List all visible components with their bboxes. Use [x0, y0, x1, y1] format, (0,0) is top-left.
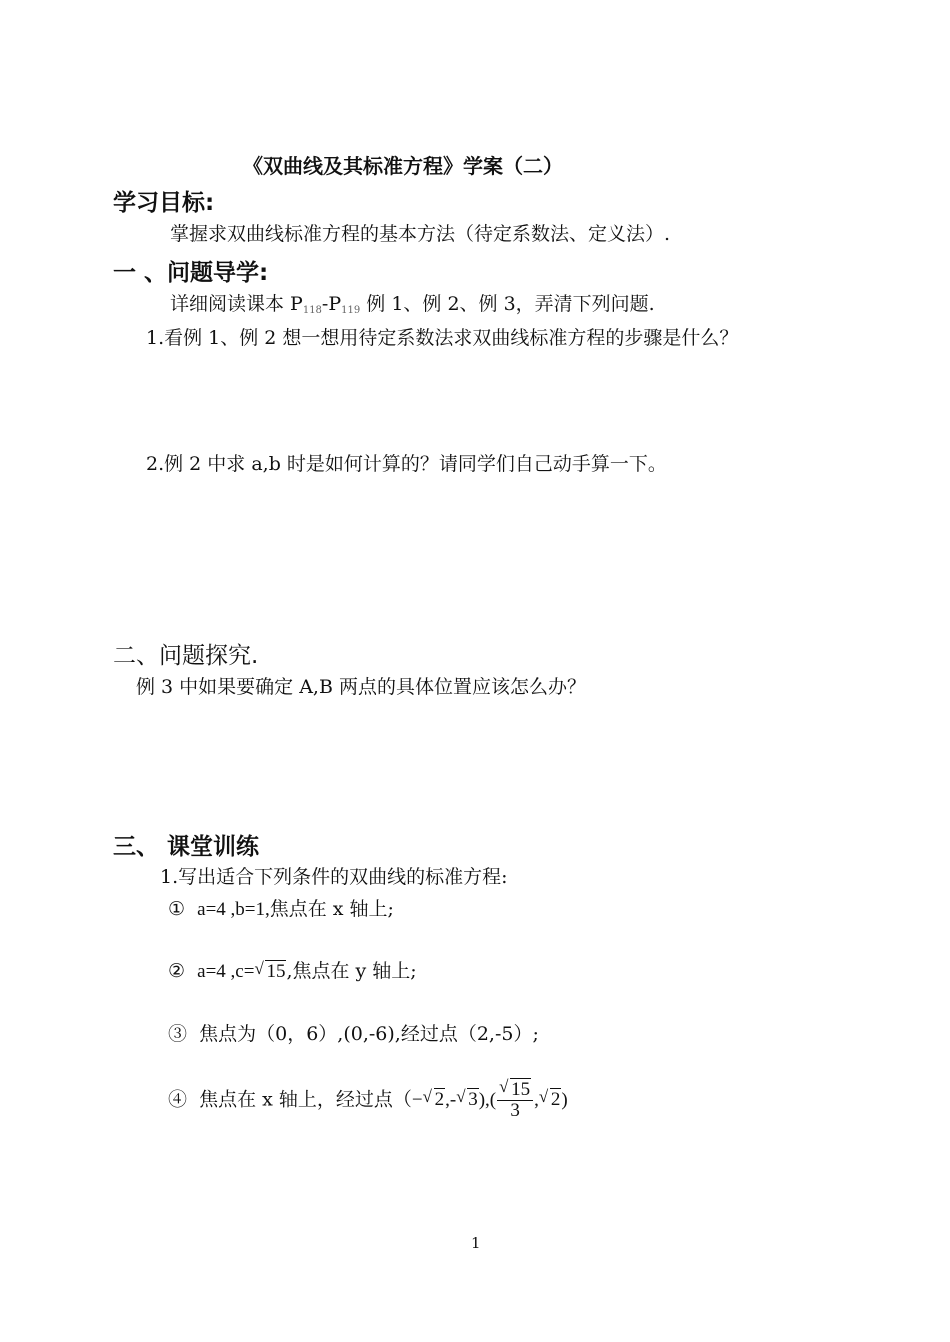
sqrt-15: √ 15 [254, 961, 286, 983]
question-1: 1.看例 1、例 2 想一想用待定系数法求双曲线标准方程的步骤是什么？ [146, 327, 739, 349]
practice-item-2: ② a=4 ,c=√ 15,焦点在 y 轴上; [168, 956, 417, 983]
fraction-sqrt15-over-3: √ $\frac{15}{3}$ [497, 1080, 533, 1121]
section2-heading: 二、问题探究. [113, 643, 259, 669]
sqrt-2: √ 2 [423, 1089, 446, 1111]
practice-item-3: ③ 焦点为（0，6）,(0,-6),经过点（2,-5）; [168, 1023, 539, 1045]
document-title: 《双曲线及其标准方程》学案（二） [243, 154, 563, 178]
section1-heading: 一 、问题导学: [113, 260, 269, 286]
section1-intro: 详细阅读课本 $P_{118}-P_{119}$ 例 1、例 2、例 3，弄清下列问题. [170, 293, 655, 316]
page-number: 1 [471, 1234, 481, 1252]
question-2: 2.例 2 中求 a,b 时是如何计算的？请同学们自己动手算一下。 [146, 453, 667, 475]
practice-question-1: 1.写出适合下列条件的双曲线的标准方程: [160, 866, 508, 888]
practice-item-1: ① a=4 ,b=1,焦点在 x 轴上; [168, 898, 394, 920]
sqrt-2-second: √ 2 [539, 1089, 562, 1111]
section3-heading: 三、 课堂训练 [113, 834, 260, 860]
sqrt-3: √ 3 [456, 1089, 479, 1111]
goals-heading: 学习目标: [113, 190, 215, 216]
goals-text: 掌握求双曲线标准方程的基本方法（待定系数法、定义法）. [170, 223, 671, 245]
practice-item-4: ④ 焦点在 x 轴上，经过点（−√ 2,-√ 3),( √ $\frac{15}{3}$ ,√ 2) [168, 1080, 568, 1121]
section2-text: 例 3 中如果要确定 A,B 两点的具体位置应该怎么办？ [136, 676, 586, 698]
